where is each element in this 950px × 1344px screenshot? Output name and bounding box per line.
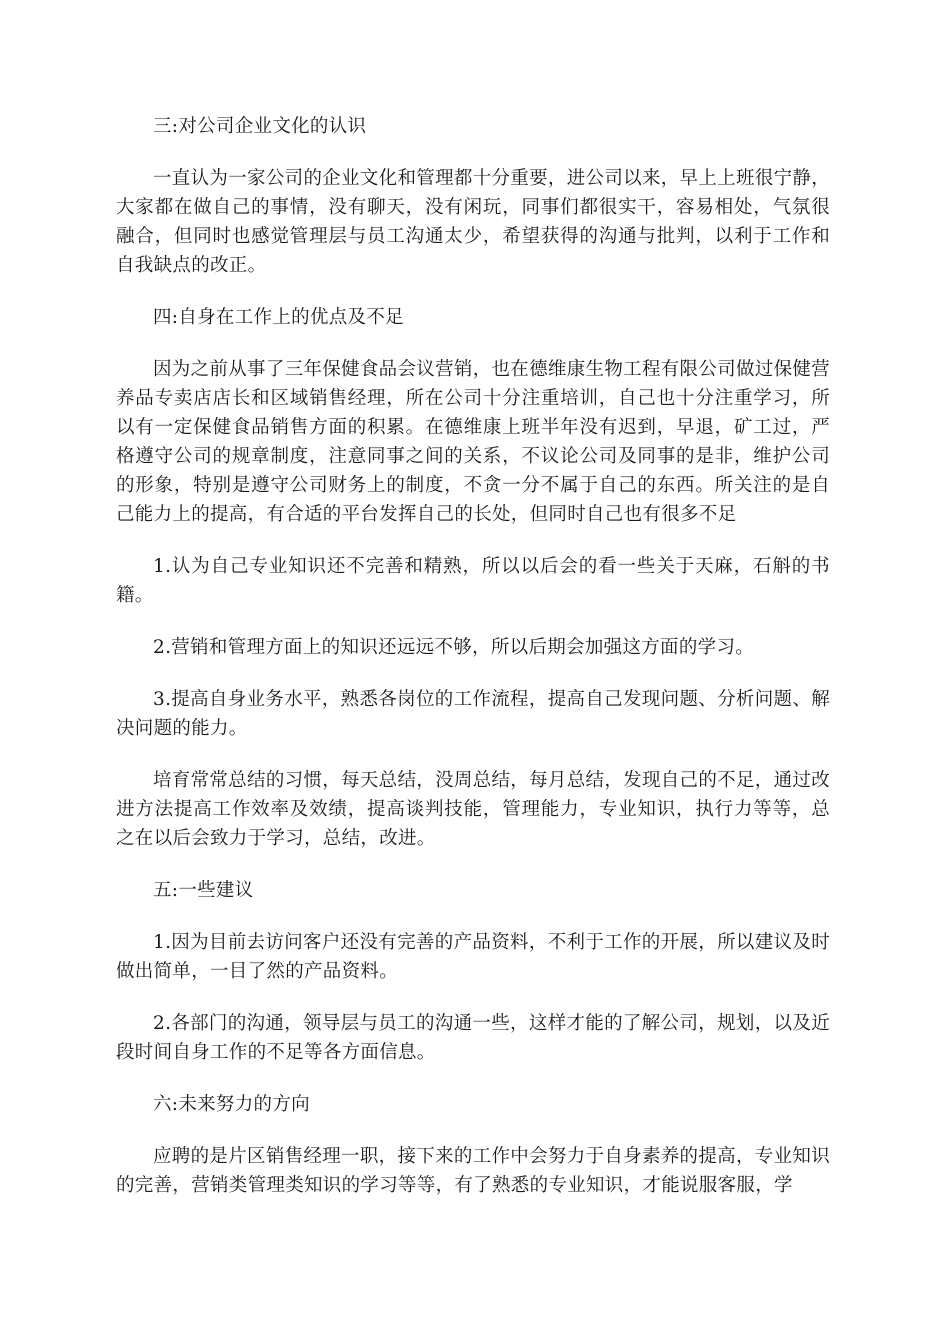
section-heading-culture: 三:对公司企业文化的认识 — [153, 116, 367, 137]
document-body — [116, 112, 830, 1223]
list-item-marketing: 2.营销和管理方面上的知识还远远不够，所以后期会加强这方面的学习。 — [153, 637, 755, 658]
list-item-business-level: 3.提高自身业务水平，熟悉各岗位的工作流程，提高自己发现问题、分析问题、解决问题的能力。 — [116, 689, 830, 739]
list-item-product-materials: 1.因为目前去访问客户还没有完善的产品资料，不利于工作的开展，所以建议及时做出简单，一目了然的产品资料。 — [116, 932, 830, 982]
paragraph-experience: 因为之前从事了三年保健食品会议营销，也在德维康生物工程有限公司做过保健营养品专卖店店长和区域销售经理，所在公司十分注重培训，自己也十分注重学习，所以有一定保健食品销售方面的积累。在德维康上班半年没有迟到，早退，矿工过，严格遵守公司的规章制度，注意同事之间的关系，不议论公司及同事的是非，维护公司的形象，特别是遵守公司财务上的制度，不贪一分不属于自己的东西。所关注的是自己能力上的提高，有合适的平台发挥自己的长处，但同时自己也有很多不足 — [116, 359, 830, 525]
section-heading-strengths: 四:自身在工作上的优点及不足 — [153, 307, 404, 328]
list-item-communication: 2.各部门的沟通，领导层与员工的沟通一些，这样才能的了解公司，规划，以及近段时间自身工作的不足等各方面信息。 — [116, 1013, 830, 1063]
paragraph-summary-habit: 培育常常总结的习惯，每天总结，没周总结，每月总结，发现自己的不足，通过改进方法提高工作效率及效绩，提高谈判技能，管理能力，专业知识，执行力等等，总之在以后会致力于学习，总结，改进。 — [116, 770, 830, 849]
paragraph-culture: 一直认为一家公司的企业文化和管理都十分重要，进公司以来，早上上班很宁静，大家都在做自己的事情，没有聊天，没有闲玩，同事们都很实干，容易相处，气氛很融合，但同时也感觉管理层与员工沟通太少，希望获得的沟通与批判，以利于工作和自我缺点的改正。 — [116, 168, 830, 276]
section-heading-suggestions: 五:一些建议 — [153, 880, 254, 901]
section-heading-future: 六:未来努力的方向 — [153, 1094, 310, 1115]
list-item-knowledge: 1.认为自己专业知识还不完善和精熟，所以以后会的看一些关于天麻，石斛的书籍。 — [116, 556, 830, 606]
paragraph-future: 应聘的是片区销售经理一职，接下来的工作中会努力于自身素养的提高，专业知识的完善，营销类管理类知识的学习等等，有了熟悉的专业知识，才能说服客服，学 — [116, 1146, 830, 1196]
